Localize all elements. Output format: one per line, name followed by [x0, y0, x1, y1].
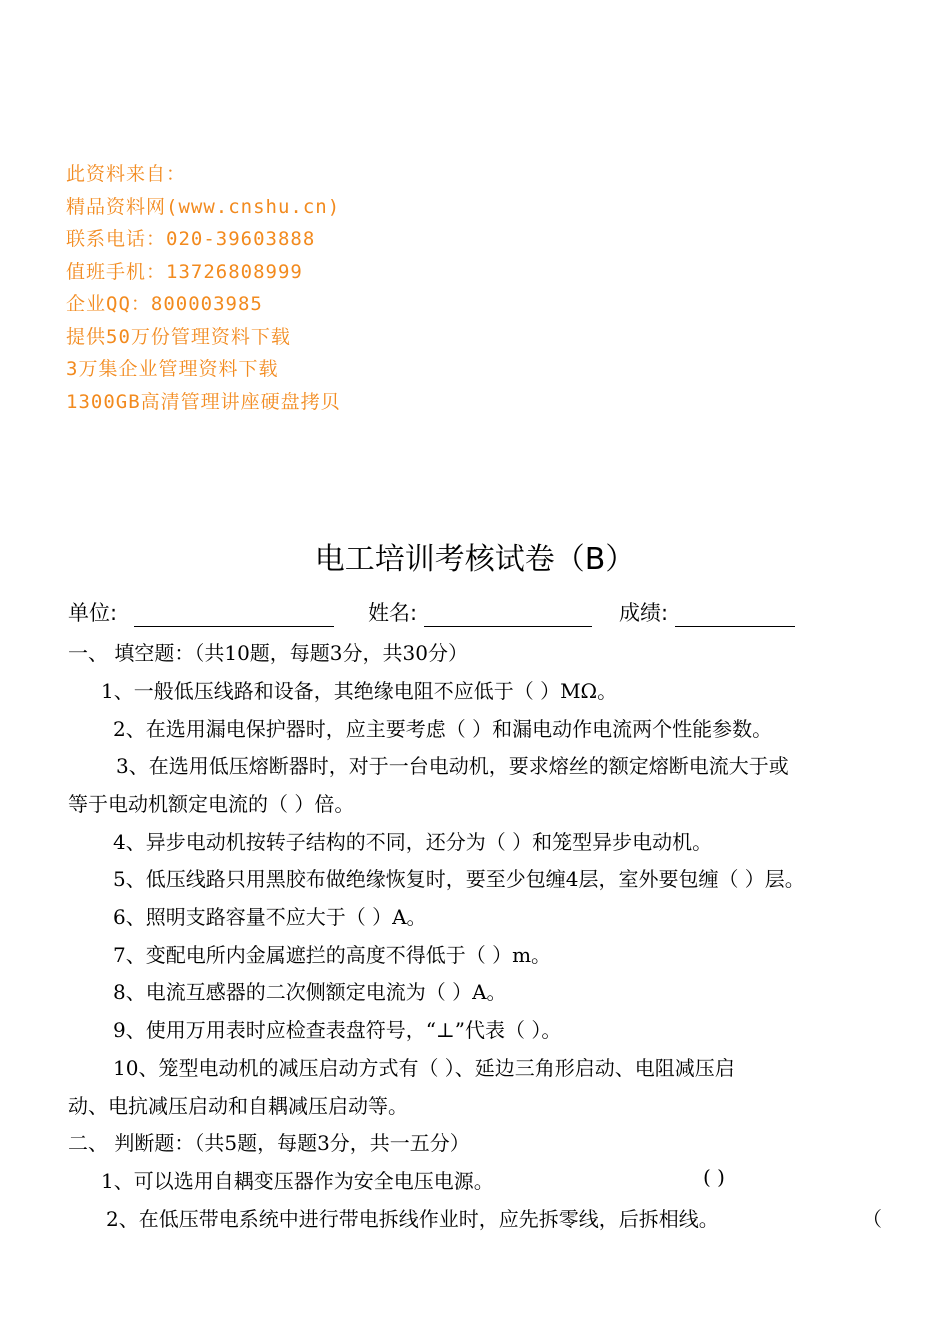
unit-field — [68, 597, 334, 627]
unit-label: 单位: — [68, 601, 118, 625]
section1-heading: 一、 填空题：（共10题，每题3分，共30分） — [68, 641, 468, 665]
question-1-6: 6、照明支路容量不应大于（ ）A。 — [113, 905, 427, 929]
promo-line-source: 此资料来自： — [66, 163, 187, 185]
name-field — [368, 597, 592, 627]
score-field — [619, 597, 795, 627]
question-1-10: 10、笼型电动机的减压启动方式有（ ）、延边三角形启动、电阻减压启 — [113, 1056, 735, 1080]
question-1-3-cont: 等于电动机额定电流的（ ）倍。 — [68, 792, 355, 816]
question-1-4: 4、异步电动机按转子结构的不同，还分为（ ）和笼型异步电动机。 — [113, 830, 713, 854]
question-1-1: 1、一般低压线路和设备，其绝缘电阻不应低于（ ）MΩ。 — [101, 679, 618, 703]
unit-blank[interactable] — [134, 604, 334, 627]
question-1-3: 3、在选用低压熔断器时，对于一台电动机，要求熔丝的额定熔断电流大于或 — [116, 754, 789, 778]
exam-title: 电工培训考核试卷（B） — [314, 542, 636, 577]
question-1-2: 2、在选用漏电保护器时，应主要考虑（ ）和漏电动作电流两个性能参数。 — [113, 717, 773, 741]
question-1-9: 9、使用万用表时应检查表盘符号，“⊥”代表（ ）。 — [113, 1018, 562, 1042]
promo-line-phone: 联系电话：020-39603888 — [66, 228, 316, 250]
promo-line-download-1: 提供50万份管理资料下载 — [66, 325, 291, 348]
question-2-2: 2、在低压带电系统中进行带电拆线作业时，应先拆零线，后拆相线。 — [106, 1207, 719, 1231]
name-label: 姓名: — [368, 601, 418, 625]
question-1-7: 7、变配电所内金属遮拦的高度不得低于（ ）m。 — [113, 943, 552, 967]
promo-line-download-2: 3万集企业管理资料下载 — [66, 358, 279, 380]
section2-heading: 二、 判断题：（共5题，每题3分，共一五分） — [68, 1131, 470, 1155]
question-1-5: 5、低压线路只用黑胶布做绝缘恢复时，要至少包缠4层，室外要包缠（ ）层。 — [113, 867, 805, 891]
question-2-1: 1、可以选用自耦变压器作为安全电压电源。 — [101, 1169, 494, 1193]
promo-line-website: 精品资料网(www.cnshu.cn) — [66, 195, 341, 218]
promo-line-qq: 企业QQ：800003985 — [66, 293, 263, 315]
promo-line-lectures: 1300GB高清管理讲座硬盘拷贝 — [66, 390, 341, 413]
name-blank[interactable] — [424, 604, 592, 627]
score-label: 成绩: — [619, 601, 669, 625]
answer-mark-2-2: （ — [862, 1207, 882, 1231]
answer-mark-2-1: ( ) — [703, 1165, 725, 1189]
promo-block — [66, 158, 341, 418]
promo-line-mobile: 值班手机：13726808999 — [66, 260, 303, 283]
score-blank[interactable] — [675, 604, 795, 627]
question-1-10-cont: 动、电抗减压启动和自耦减压启动等。 — [68, 1094, 408, 1118]
question-1-8: 8、电流互感器的二次侧额定电流为（ ）A。 — [113, 980, 507, 1004]
